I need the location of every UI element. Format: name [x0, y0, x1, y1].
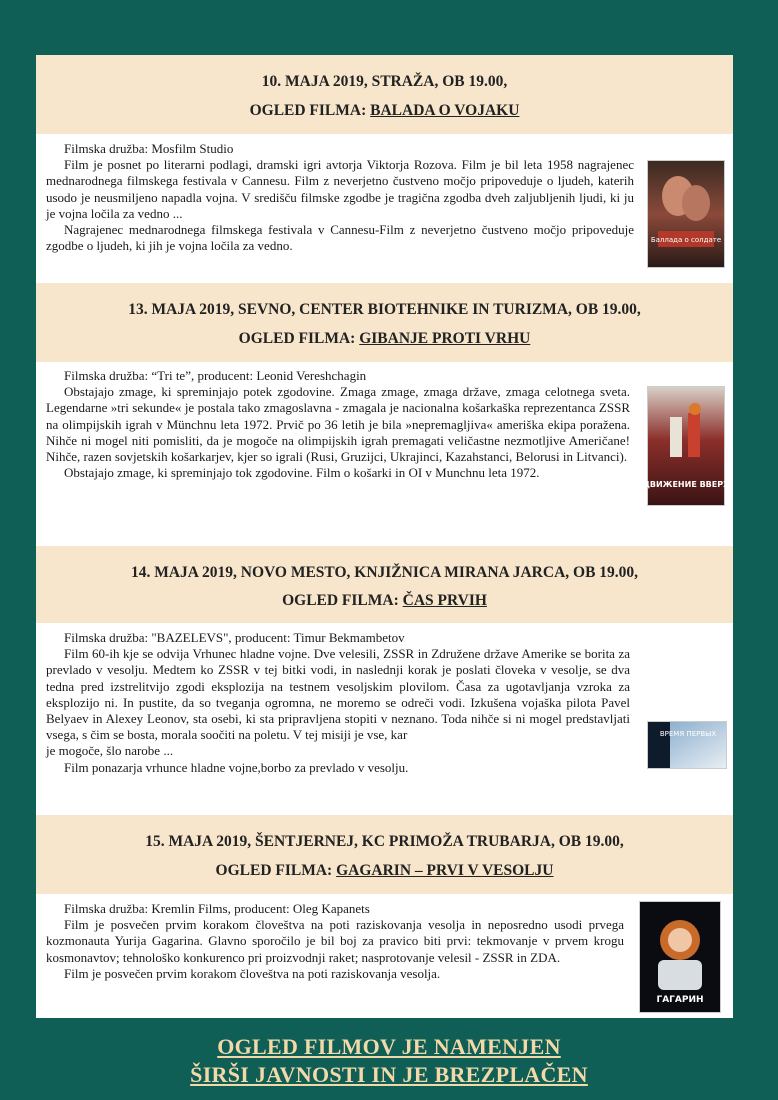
- footer-note: [0, 1033, 778, 1089]
- film-prefix: OGLED FILMA:: [282, 592, 403, 609]
- description-paragraph: Obstajajo zmage, ki spreminjajo tok zgodovine. Film o košarki in OI v Munchnu leta 1972.: [64, 465, 540, 481]
- description-paragraph: Film je posvečen prvim korakom človeštva na poti raziskovanja vesolja.: [64, 965, 441, 981]
- description-paragraph: Obstajajo zmage, ki spreminjajo potek zgodovine. Zmaga zmage, zmaga države, zmaga celotnega sveta. Legendarne »tri sekunde« je postala tako zmagoslavna - zmagala je nacionalna košarkaška reprezentanca ZSSR na olimpijskih igrah v Münchnu leta 1972. Prvič po 36 letih je bila »nepremagljiva« ameriška ekipa poražena. Nihče ni mogel niti pomisliti, da je mogoče na olimpijskih igrah premagati veličastne nezmotljive Američane! Nihče, razen sovjetskih košarkarjev, kjer so igrali (Rusi, Gruzijci, Ukrajinci, Kazahstanci, Belorusi in Litvanci).: [46, 384, 630, 465]
- film-prefix: OGLED FILMA:: [238, 330, 360, 347]
- description-paragraph: Film je posvečen prvim korakom človeštva na poti raziskovanja vesolja in neposredno usodi prvega kozmonauta Yurija Gagarina. Glavno sporočilo je bil boj za pravico biti prvi: tekmovanje v prvem krogu kosmonavtov; tehnološko konkurenco pri proizvodnji raket; nasprotovanje velesil - ZSSR in ZDA.: [46, 917, 624, 965]
- event-date-line: 14. MAJA 2019, NOVO MESTO, KNJIŽNICA MIRANA JARCA, OB 19.00,: [130, 564, 639, 581]
- description-paragraph: Film je posnet po literarni podlagi, dramski igri avtorja Viktorja Rozova. Film je bil leta 1958 nagrajenec mednarodnega filmskega festivala v Cannesu. Film z neverjetno čustveno močjo pripoveduje o ljudeh, katerih usodo je neusmiljeno napadla vojna. V središču filmske zgodbe je tragična zgodba dveh zaljubljenih ljudi, ki ju je vojna ločila za vedno ...: [46, 157, 634, 221]
- poster-caption: ДВИЖЕНИЕ ВВЕРХ: [642, 480, 730, 489]
- program-sheet: [36, 55, 733, 1018]
- event-date-line: 15. MAJA 2019, ŠENTJERNEJ, KC PRIMOŽA TRUBARJA, OB 19.00,: [145, 833, 624, 850]
- film-title: GAGARIN – PRVI V VESOLJU: [336, 862, 554, 879]
- event-description: [46, 141, 634, 254]
- event-3: [36, 546, 733, 815]
- film-poster-image: [647, 721, 727, 769]
- description-paragraph: Film 60-ih kje se odvija Vrhunec hladne vojne. Dve velesili, ZSSR in Združene države Amerike se borita za prevlado v vesolju. Medtem ko ZSSR v tej bitki vodi, in naslednji korak je poslati človeka v vesolje, se dva tedna pred izstrelitvijo zgodi eksplozija na testnem vesoljskim plovilom. Časa za ugotavljanja vzroka za eksplozijo ni. In pustite, da so tveganja ogromna, ne moremo se odreči vodi. Izkušena vojaška pilota Pavel Belyaev in Alexey Leonov, sta osebi, ki sta pripravljena stopiti v neznano. Toda nihče si ni mogel predstavljati vsega, s čim se bosta, morala soočiti na poletu. V tej misiji je vse, kar: [46, 646, 630, 743]
- film-prefix: OGLED FILMA:: [249, 102, 371, 119]
- studio-line: Filmska družba: "BAZELEVS", producent: Timur Bekmambetov: [64, 630, 405, 645]
- film-heading: [36, 102, 733, 120]
- film-title: BALADA O VOJAKU: [370, 102, 520, 119]
- film-poster-image: [639, 901, 721, 1013]
- event-2: [36, 283, 733, 546]
- poster-caption: ВРЕМЯ ПЕРВЫХ: [659, 730, 717, 738]
- event-description: [46, 368, 630, 481]
- film-title: ČAS PRVIH: [402, 592, 487, 609]
- film-title: GIBANJE PROTI VRHU: [359, 330, 531, 347]
- film-heading: [36, 592, 733, 610]
- event-header: [36, 283, 733, 362]
- event-description: [46, 630, 630, 776]
- description-paragraph: je mogoče, šlo narobe ...: [46, 743, 174, 759]
- film-heading: [36, 862, 733, 880]
- poster-caption: ГАГАРИН: [656, 995, 704, 1005]
- event-header: [36, 55, 733, 134]
- film-poster-image: [647, 160, 725, 268]
- event-1: [36, 55, 733, 283]
- studio-line: Filmska družba: Kremlin Films, producent: Oleg Kapanets: [64, 901, 370, 916]
- film-prefix: OGLED FILMA:: [215, 862, 337, 879]
- event-date-line: 10. MAJA 2019, STRAŽA, OB 19.00,: [261, 73, 508, 90]
- film-poster-image: [642, 386, 730, 506]
- event-4: [36, 815, 733, 1018]
- event-header: [36, 815, 733, 894]
- film-heading: [36, 330, 733, 348]
- event-date-line: 13. MAJA 2019, SEVNO, CENTER BIOTEHNIKE IN TURIZMA, OB 19.00,: [128, 301, 641, 318]
- footer-line-2: ŠIRŠI JAVNOSTI IN JE BREZPLAČEN: [190, 1062, 588, 1087]
- event-description: [46, 901, 624, 982]
- poster-caption: Баллада о солдате: [650, 236, 722, 244]
- footer-line-1: OGLED FILMOV JE NAMENJEN: [217, 1034, 561, 1059]
- description-paragraph: Film ponazarja vrhunce hladne vojne,borbo za prevlado v vesolju.: [64, 759, 409, 775]
- event-header: [36, 546, 733, 623]
- studio-line: Filmska družba: “Tri te”, producent: Leonid Vereshchagin: [64, 368, 367, 383]
- description-paragraph: Nagrajenec mednarodnega filmskega festivala v Cannesu-Film z neverjetno čustveno močjo pripoveduje zgodbe o ljudeh, ki jih je vojna ločila za vedno.: [46, 222, 634, 254]
- studio-line: Filmska družba: Mosfilm Studio: [64, 141, 234, 156]
